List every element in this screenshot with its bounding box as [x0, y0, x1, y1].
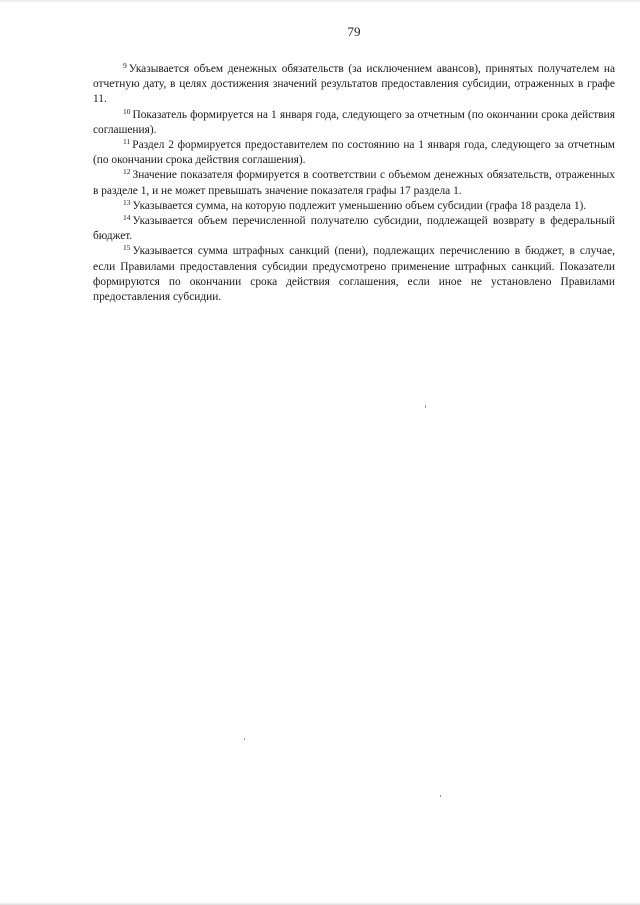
footnote-text: Значение показателя формируется в соответствии с объемом денежных обязательств, отраженных в разделе 1, и не может превышать значение показателя графы 17 раздела 1. — [93, 169, 615, 197]
footnotes-block — [93, 62, 615, 305]
footnote-mark: 14 — [123, 213, 131, 223]
footnote-mark: 10 — [123, 106, 131, 116]
footnote-12 — [93, 168, 615, 198]
scan-edge-top — [0, 0, 640, 3]
scan-speck — [244, 738, 245, 740]
footnote-15 — [93, 244, 615, 305]
page-number: 79 — [347, 24, 361, 39]
footnote-mark: 13 — [123, 197, 131, 207]
footnote-mark: 9 — [123, 61, 127, 70]
footnote-14 — [93, 214, 615, 244]
footnote-mark: 15 — [123, 243, 131, 253]
footnote-text: Указывается сумма, на которую подлежит уменьшению объем субсидии (графа 18 раздела 1). — [132, 199, 587, 212]
footnote-mark: 11 — [123, 137, 131, 147]
footnote-text: Раздел 2 формируется предоставителем по состоянию на 1 января года, следующего за отчетным (по окончании срока действия соглашения). — [93, 139, 615, 167]
footnote-13 — [93, 199, 615, 214]
footnote-text: Указывается объем денежных обязательств (за исключением авансов), принятых получателем на отчетную дату, в целях достижения значений результатов предоставления субсидии, отраженных в графе 11. — [93, 63, 615, 106]
footnote-11 — [93, 138, 615, 168]
scan-speck — [425, 405, 426, 408]
footnote-text: Показатель формируется на 1 января года, следующего за отчетным (по окончании срока действия соглашения). — [93, 108, 615, 136]
footnote-text: Указывается объем перечисленной получателю субсидии, подлежащей возврату в федеральный бюджет. — [93, 215, 615, 243]
scan-speck — [440, 795, 441, 797]
footnote-mark: 12 — [123, 167, 131, 177]
footnote-10 — [93, 108, 615, 138]
footnote-text: Указывается сумма штрафных санкций (пени), подлежащих перечислению в бюджет, в случае, если Правилами предоставления субсидии предусмотрено применение штрафных санкций. Показатели формируются по окончании срока действия соглашения, если иное не установлено Правилами предоставления субсидии. — [93, 245, 615, 304]
footnote-9 — [93, 62, 615, 108]
